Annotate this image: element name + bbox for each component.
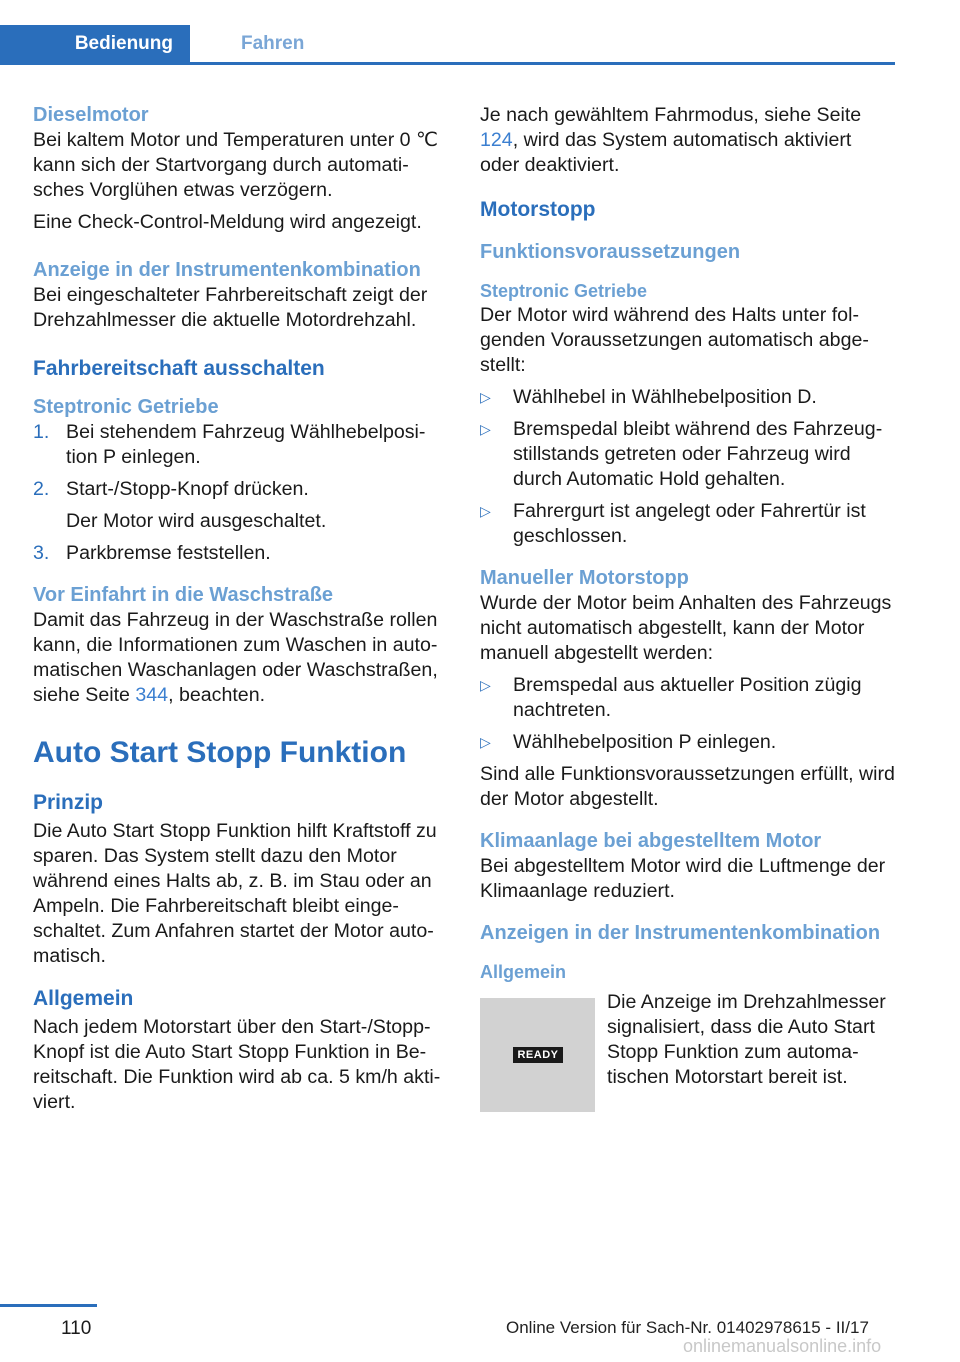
steps-list [33, 420, 448, 566]
list-item [33, 477, 448, 534]
footer-rule [0, 1304, 97, 1307]
right-column [480, 103, 895, 1110]
diesel-heading: Dieselmotor [33, 104, 149, 126]
step-number: 3. [33, 542, 50, 564]
ready-description: Die Anzeige im Drehzahlmesser signalisiert, dass die Auto Start Stopp Funktion zum automatischen Motorstart bereit ist. [607, 991, 886, 1088]
list-item: ▷ Wählhebel in Wählhebelposition D. [480, 386, 817, 408]
manuell-result: Sind alle Funktionsvoraussetzungen erfüllt, wird der Motor abgestellt. [480, 763, 895, 810]
anzeige-heading: Anzeige in der Instrumentenkombination [33, 259, 421, 281]
list-item: ▷ Bremspedal bleibt während des Fahrzeugstillstands getreten oder Fahrzeug wird durch Automatic Hold gehalten. [480, 418, 883, 490]
tab-bar [0, 25, 895, 65]
ready-icon: READY [513, 1047, 563, 1063]
left-column [33, 103, 448, 1122]
steptronic-heading: Steptronic Getriebe [480, 281, 648, 301]
step-subtext: Der Motor wird ausgeschaltet. [66, 510, 327, 532]
allgemein-heading: Allgemein [33, 987, 134, 1010]
wasch-paragraph: Damit das Fahrzeug in der Waschstraße rollen kann, die Informationen zum Waschen in automatischen Waschanlagen oder Waschstraßen, siehe Seite 344, beachten. [33, 609, 438, 706]
list-item [33, 541, 448, 566]
triangle-bullet-icon: ▷ [480, 734, 491, 750]
list-item: ▷ Bremspedal aus aktueller Position zügig nachtreten. [480, 674, 862, 721]
triangle-bullet-icon: ▷ [480, 503, 491, 519]
step-number: 2. [33, 478, 50, 500]
manuell-heading: Manueller Motorstopp [480, 567, 689, 589]
ready-indicator-image [480, 998, 595, 1112]
prinzip-heading: Prinzip [33, 791, 104, 814]
anzeige-paragraph: Bei eingeschalteter Fahrbereitschaft zeigt der Drehzahlmesser die aktuelle Motordrehzahl. [33, 284, 428, 331]
step-text: Start-/Stopp-Knopf drücken. [66, 478, 309, 500]
wasch-heading: Vor Einfahrt in die Waschstraße [33, 584, 334, 606]
steptronic-paragraph: Der Motor wird während des Halts unter folgenden Voraussetzungen automatisch abgestellt: [480, 304, 869, 376]
diesel-paragraph-2: Eine Check-Control-Meldung wird angezeigt. [33, 211, 422, 233]
motorstopp-heading: Motorstopp [480, 198, 596, 221]
list-item [33, 420, 448, 470]
auto-start-stopp-heading: Auto Start Stopp Funktion [33, 736, 407, 769]
step-text: Parkbremse feststellen. [66, 542, 271, 564]
tab-fahren[interactable]: Fahren [241, 33, 305, 54]
allgemein-heading: Allgemein [480, 962, 567, 982]
prinzip-paragraph: Die Auto Start Stopp Funktion hilft Kraftstoff zu sparen. Das System stellt dazu den Motor während eines Halts ab, z. B. im Stau oder an Ampeln. Die Fahrbereitschaft bleibt eingeschaltet. Zum Anfahren startet der Motor automatisch. [33, 820, 437, 967]
klima-heading: Klimaanlage bei abgestelltem Motor [480, 830, 822, 852]
tab-bedienung[interactable]: Bedienung [0, 25, 190, 62]
triangle-bullet-icon: ▷ [480, 389, 491, 405]
diesel-paragraph: Bei kaltem Motor und Temperaturen unter 0 ℃ kann sich der Startvorgang durch automatisches Vorglühen etwas verzögern. [33, 129, 439, 201]
klima-paragraph: Bei abgestelltem Motor wird die Luftmenge der Klimaanlage reduziert. [480, 855, 886, 902]
funktions-heading: Funktionsvoraussetzungen [480, 241, 741, 263]
list-item: ▷ Fahrergurt ist angelegt oder Fahrertür ist geschlossen. [480, 500, 866, 547]
step-number: 1. [33, 421, 50, 443]
list-item: ▷ Wählhebelposition P einlegen. [480, 731, 777, 753]
step-text: Bei stehendem Fahrzeug Wählhebelposition P einlegen. [66, 421, 426, 468]
allgemein-paragraph: Nach jedem Motorstart über den Start-/Stopp-Knopf ist die Auto Start Stopp Funktion in Bereitschaft. Die Funktion wird ab ca. 5 km/h aktiviert. [33, 1016, 441, 1113]
watermark: onlinemanualsonline.info [683, 1336, 882, 1356]
intro-paragraph: Je nach gewähltem Fahrmodus, siehe Seite 124, wird das System automatisch aktiviert oder deaktiviert. [480, 104, 862, 176]
ready-figure [480, 990, 895, 1110]
anzeigen-heading: Anzeigen in der Instrumentenkombination [480, 922, 881, 944]
manuell-list [480, 673, 895, 755]
page-link-124[interactable]: 124 [480, 129, 513, 151]
steptronic-heading: Steptronic Getriebe [33, 396, 219, 418]
page-link-344[interactable]: 344 [135, 684, 169, 706]
online-version-text: Online Version für Sach-Nr. 01402978615 - II/17 [506, 1318, 869, 1337]
page-number: 110 [61, 1318, 92, 1339]
conditions-list [480, 385, 895, 549]
fahrbereitschaft-heading: Fahrbereitschaft ausschalten [33, 357, 325, 380]
triangle-bullet-icon: ▷ [480, 677, 491, 693]
manuell-paragraph: Wurde der Motor beim Anhalten des Fahrzeugs nicht automatisch abgestellt, kann der Motor manuell abgestellt werden: [480, 592, 892, 664]
triangle-bullet-icon: ▷ [480, 421, 491, 437]
